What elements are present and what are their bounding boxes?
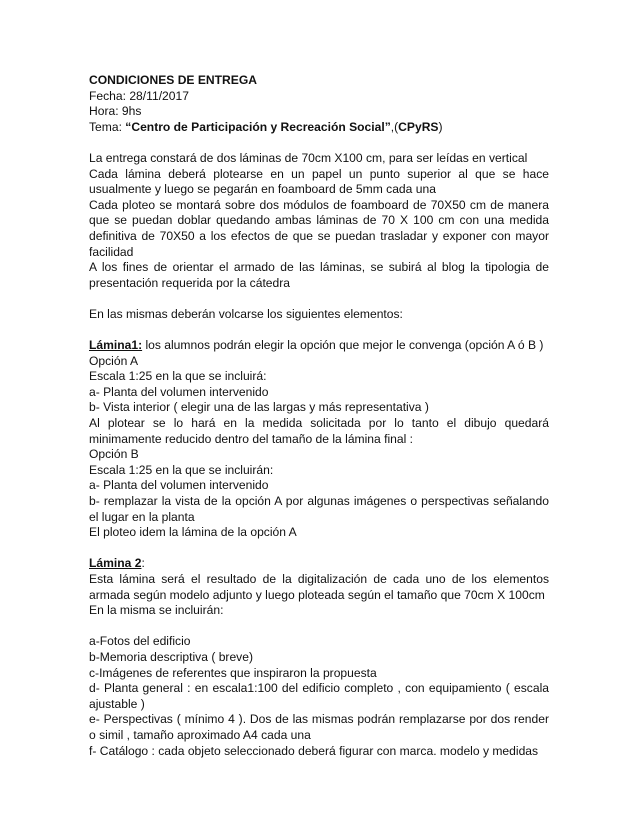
intro-paragraph-3: Cada ploteo se montará sobre dos módulos de foamboard de 70X50 cm de manera que se puedan doblar quedando ambas láminas de 70 X 100 cm con una medida definitiva de 70X50 a los efectos de que se puedan trasladar y exponer con mayor facilidad [89, 197, 549, 259]
spacer [89, 619, 549, 635]
lamina2-description: Esta lámina será el resultado de la digitalización de cada uno de los elementos armada según modelo adjunto y luego ploteada según el tamaño que 70cm X 100cm [89, 572, 549, 602]
lamina2-item: f- Catálogo : cada objeto seleccionado deberá figurar con marca. modelo y medidas [89, 743, 539, 758]
lamina1-line: Escala 1:25 en la que se incluirán: [89, 462, 274, 477]
lamina1-line: a- Planta del volumen intervenido [89, 478, 269, 493]
lamina2-item: d- Planta general : en escala1:100 del edificio completo , con equipamiento ( escala ajustable ) [89, 681, 549, 711]
spacer [89, 323, 549, 339]
tema-line [89, 120, 549, 136]
lamina1-title: Lámina1: [89, 338, 143, 353]
lamina2-colon: : [141, 556, 145, 571]
lamina2-title: Lámina 2 [89, 556, 142, 571]
intro-paragraph-2: Cada lámina deberá plotearse en un papel un punto superior al que se hace usualmente y luego se pegarán en foamboard de 5mm cada una [89, 166, 549, 197]
lamina2-header [89, 556, 549, 572]
lamina1-line: Opción B [89, 447, 139, 462]
lamina1-line: b- remplazar la vista de la opción A por algunas imágenes o perspectivas señalando el lugar en la planta [89, 494, 549, 524]
tema-separator: ,( [390, 119, 399, 134]
lamina1-line: a- Planta del volumen intervenido [89, 384, 269, 399]
lamina2-item: c-Imágenes de referentes que inspiraron la propuesta [89, 665, 377, 680]
lamina1-header [89, 338, 549, 354]
spacer [89, 541, 549, 557]
lamina1-line: b- Vista interior ( elegir una de las largas y más representativa ) [89, 400, 429, 415]
fecha-line: Fecha: 28/11/2017 [89, 88, 189, 103]
document-heading: CONDICIONES DE ENTREGA [89, 73, 257, 87]
tema-abbreviation: CPyRS [398, 119, 439, 134]
intro-paragraph-4: A los fines de orientar el armado de las láminas, se subirá al blog la tipologia de presentación requerida por la cátedra [89, 260, 549, 290]
lamina1-line: El ploteo idem la lámina de la opción A [89, 525, 297, 540]
tema-title: “Centro de Participación y Recreación Social” [125, 119, 391, 134]
intro-paragraph-1: La entrega constará de dos láminas de 70cm X100 cm, para ser leídas en vertical [89, 150, 528, 165]
lamina2-item: b-Memoria descriptiva ( breve) [89, 649, 253, 664]
lamina1-description: los alumnos podrán elegir la opción que mejor le convenga (opción A ó B ) [142, 338, 544, 353]
lamina1-line: Opción A [89, 353, 139, 368]
elements-intro: En las mismas deberán volcarse los siguientes elementos: [89, 306, 403, 321]
spacer [89, 291, 549, 307]
lamina2-item: a-Fotos del edificio [89, 634, 191, 649]
lamina2-item: e- Perspectivas ( mínimo 4 ). Dos de las mismas podrán remplazarse por dos render o simil , tamaño aproximado A4 cada una [89, 712, 549, 742]
spacer [89, 135, 549, 151]
tema-close: ) [438, 119, 443, 134]
tema-label: Tema: [89, 119, 126, 134]
hora-line: Hora: 9hs [89, 104, 142, 119]
lamina2-include: En la misma se incluirán: [89, 603, 224, 618]
lamina1-line: Al plotear se lo hará en la medida solicitada por lo tanto el dibujo quedará minimamente reducido dentro del tamaño de la lámina final : [89, 416, 549, 446]
lamina1-line: Escala 1:25 en la que se incluirá: [89, 369, 267, 384]
